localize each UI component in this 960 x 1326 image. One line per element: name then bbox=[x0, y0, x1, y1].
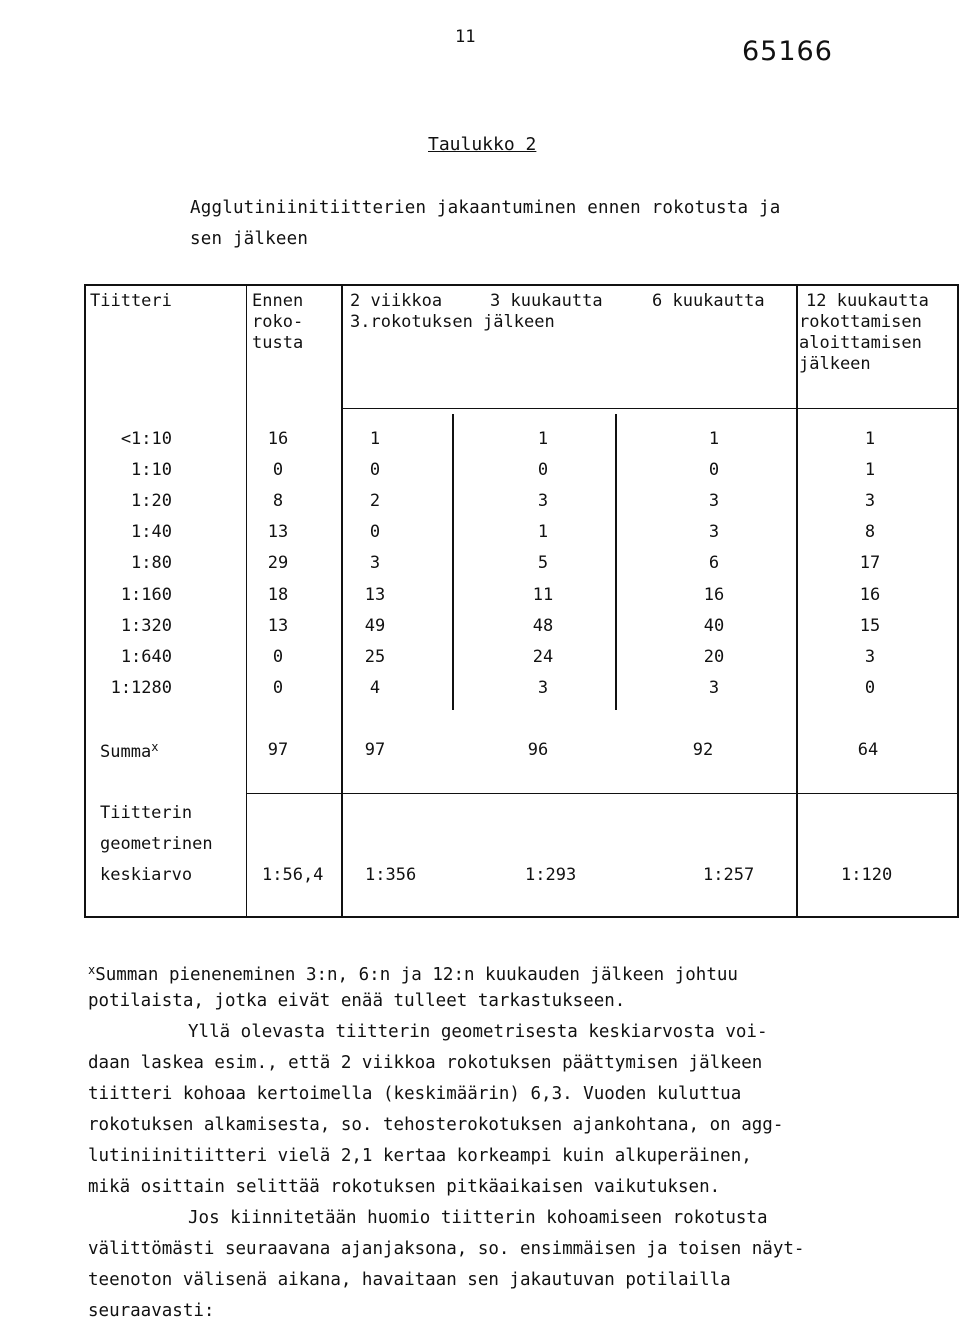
row-titer-label: 1:640 bbox=[120, 646, 172, 667]
table-right-rule bbox=[957, 284, 959, 918]
table-caption: Taulukko 2 bbox=[428, 134, 537, 155]
row-cell: 0 bbox=[708, 460, 720, 481]
sum-cell: 96 bbox=[527, 740, 549, 760]
sum-label: Summa$^x$ bbox=[100, 740, 159, 762]
row-cell: 3 bbox=[708, 522, 720, 543]
header-12-months-line-2: rokottamisen bbox=[799, 312, 922, 332]
notes-line-12: seuraavasti: bbox=[88, 1301, 215, 1321]
row-cell: 13 bbox=[267, 615, 289, 636]
row-cell: 0 bbox=[864, 677, 876, 698]
notes-line-9: Jos kiinnitetään huomio tiitterin kohoamiseen rokotusta bbox=[188, 1208, 768, 1228]
row-cell: 1 bbox=[708, 429, 720, 449]
row-cell: 29 bbox=[267, 553, 289, 574]
header-rule bbox=[342, 408, 957, 409]
row-cell: 1 bbox=[864, 429, 876, 449]
page-number: 11 bbox=[455, 27, 476, 47]
header-before-line-2: roko- bbox=[252, 312, 304, 332]
row-cell: 13 bbox=[364, 584, 386, 605]
geo-label-line-2: geometrinen bbox=[100, 834, 213, 854]
row-cell: 8 bbox=[272, 491, 284, 512]
row-cell: 6 bbox=[708, 553, 720, 574]
header-2-weeks: 2 viikkoa bbox=[350, 291, 443, 311]
table-left-rule bbox=[84, 284, 86, 918]
row-cell: 49 bbox=[364, 615, 386, 636]
row-cell: 3 bbox=[864, 646, 876, 667]
row-titer-label: 1:160 bbox=[120, 584, 172, 605]
footnote-line: $^x$Summan pieneneminen 3:n, 6:n ja 12:n kuukauden jälkeen johtuu bbox=[88, 963, 738, 985]
row-cell: 20 bbox=[703, 646, 725, 667]
row-cell: 4 bbox=[369, 677, 381, 698]
row-cell: 15 bbox=[859, 615, 881, 636]
sum-cell: 92 bbox=[692, 740, 714, 760]
table-title-line-2: sen jälkeen bbox=[190, 229, 309, 249]
row-cell: 17 bbox=[859, 553, 881, 574]
header-12-months-line-4: jälkeen bbox=[799, 354, 871, 374]
document-number: 65166 bbox=[742, 36, 833, 67]
geo-cell: 1:120 bbox=[841, 865, 893, 885]
header-12-months-line-3: aloittamisen bbox=[799, 333, 922, 353]
geo-label-line-1: Tiitterin bbox=[100, 803, 193, 823]
row-titer-label: 1:40 bbox=[131, 522, 172, 543]
header-6-months: 6 kuukautta bbox=[652, 291, 765, 311]
row-cell: 1 bbox=[369, 429, 381, 449]
table-title-line-1: Agglutiniinitiitterien jakaantuminen ennen rokotusta ja bbox=[190, 198, 781, 218]
row-cell: 3 bbox=[537, 677, 549, 698]
sum-cell: 64 bbox=[857, 740, 879, 760]
geo-label-line-3: keskiarvo bbox=[100, 865, 193, 885]
geo-cell: 1:293 bbox=[525, 865, 577, 885]
row-cell: 18 bbox=[267, 584, 289, 605]
row-titer-label: <1:10 bbox=[120, 429, 172, 449]
table-top-rule bbox=[84, 284, 959, 286]
geo-cell: 1:56,4 bbox=[262, 865, 324, 885]
row-cell: 3 bbox=[369, 553, 381, 574]
row-cell: 16 bbox=[859, 584, 881, 605]
notes-line-11: teenoton välisenä aikana, havaitaan sen jakautuvan potilailla bbox=[88, 1270, 731, 1290]
row-cell: 11 bbox=[532, 584, 554, 605]
geo-cell: 1:257 bbox=[703, 865, 755, 885]
row-cell: 3 bbox=[864, 491, 876, 512]
row-cell: 1 bbox=[537, 522, 549, 543]
row-cell: 5 bbox=[537, 553, 549, 574]
notes-line-10: välittömästi seuraavana ajanjaksona, so. ensimmäisen ja toisen näyt- bbox=[88, 1239, 805, 1259]
col-divider-3 bbox=[796, 286, 798, 916]
sum-cell: 97 bbox=[267, 740, 289, 760]
notes-line-3: Yllä olevasta tiitterin geometrisesta keskiarvosta voi- bbox=[188, 1022, 768, 1042]
header-12-months-line-1: 12 kuukautta bbox=[806, 291, 929, 311]
notes-line-8: mikä osittain selittää rokotuksen pitkäaikaisen vaikutuksen. bbox=[88, 1177, 721, 1197]
header-group-caption: 3.rokotuksen jälkeen bbox=[350, 312, 555, 332]
notes-line-2: potilaista, jotka eivät enää tulleet tarkastukseen. bbox=[88, 991, 626, 1011]
footnote-mark: x bbox=[88, 963, 96, 977]
table-bottom-rule bbox=[84, 916, 959, 918]
row-titer-label: 1:20 bbox=[131, 491, 172, 512]
col-divider-4 bbox=[452, 414, 454, 710]
row-cell: 0 bbox=[272, 460, 284, 481]
row-cell: 16 bbox=[267, 429, 289, 449]
row-cell: 3 bbox=[708, 491, 720, 512]
sum-footnote-mark: x bbox=[151, 740, 159, 754]
row-cell: 3 bbox=[537, 491, 549, 512]
row-titer-label: 1:320 bbox=[120, 615, 172, 636]
row-cell: 1 bbox=[864, 460, 876, 481]
row-cell: 24 bbox=[532, 646, 554, 667]
row-cell: 16 bbox=[703, 584, 725, 605]
row-cell: 1 bbox=[537, 429, 549, 449]
row-cell: 8 bbox=[864, 522, 876, 543]
header-before-line-3: tusta bbox=[252, 333, 304, 353]
notes-line-5: tiitteri kohoaa kertoimella (keskimäärin) 6,3. Vuoden kuluttua bbox=[88, 1084, 742, 1104]
sum-rule bbox=[247, 793, 957, 794]
col-divider-1 bbox=[246, 286, 247, 916]
row-titer-label: 1:1280 bbox=[110, 677, 172, 698]
row-cell: 0 bbox=[369, 522, 381, 543]
row-cell: 13 bbox=[267, 522, 289, 543]
row-cell: 0 bbox=[272, 646, 284, 667]
row-titer-label: 1:80 bbox=[131, 553, 172, 574]
notes-line-7: lutiniinitiitteri vielä 2,1 kertaa korkeampi kuin alkuperäinen, bbox=[88, 1146, 752, 1166]
sum-cell: 97 bbox=[364, 740, 386, 760]
notes-line-4: daan laskea esim., että 2 viikkoa rokotuksen päättymisen jälkeen bbox=[88, 1053, 763, 1073]
row-cell: 48 bbox=[532, 615, 554, 636]
col-divider-2 bbox=[341, 286, 343, 916]
col-divider-5 bbox=[615, 414, 617, 710]
row-cell: 0 bbox=[272, 677, 284, 698]
row-cell: 40 bbox=[703, 615, 725, 636]
row-titer-label: 1:10 bbox=[131, 460, 172, 481]
row-cell: 2 bbox=[369, 491, 381, 512]
header-titer: Tiitteri bbox=[90, 291, 172, 311]
header-before-line-1: Ennen bbox=[252, 291, 304, 311]
header-3-months: 3 kuukautta bbox=[490, 291, 603, 311]
row-cell: 25 bbox=[364, 646, 386, 667]
notes-line-6: rokotuksen alkamisesta, so. tehosterokotuksen ajankohtana, on agg- bbox=[88, 1115, 784, 1135]
geo-cell: 1:356 bbox=[365, 865, 417, 885]
row-cell: 0 bbox=[537, 460, 549, 481]
row-cell: 3 bbox=[708, 677, 720, 698]
row-cell: 0 bbox=[369, 460, 381, 481]
